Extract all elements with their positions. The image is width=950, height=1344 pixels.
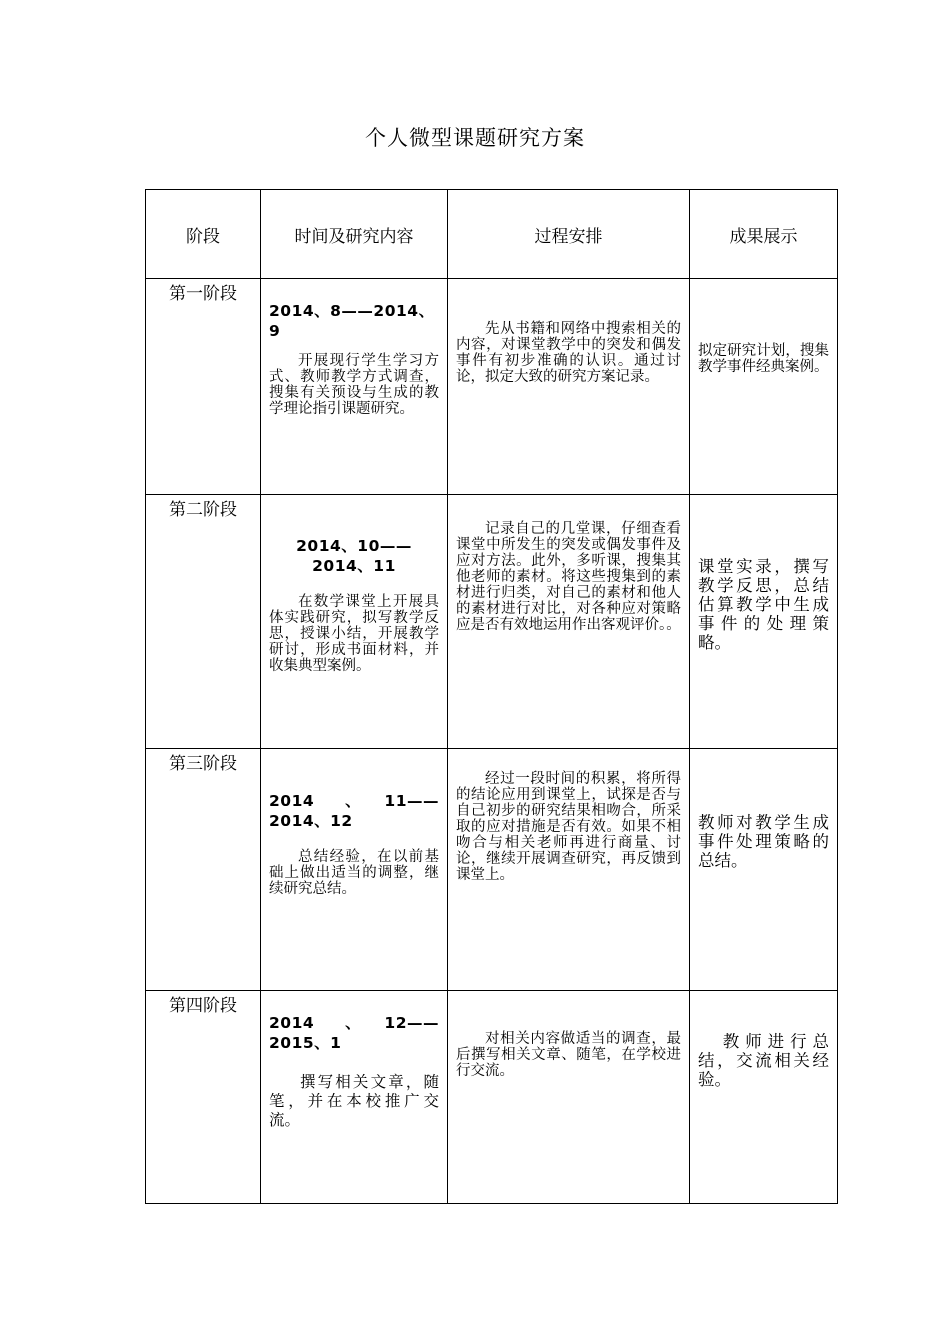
result-text: 教师对教学生成事件处理策略的总结。 [698, 813, 829, 870]
table-row [146, 749, 838, 991]
process-text: 经过一段时间的积累，将所得的结论应用到课堂上，试探是否与自己初步的研究结果相吻合，所采取的应对措施是否有效。如果不相吻合与相关老师再进行商量、讨论，继续开展调查研究，再反馈到课堂上。 [456, 771, 681, 883]
result-cell [690, 991, 838, 1204]
period-text-line2: 2014、12 [269, 812, 353, 830]
period-text-line1: 2014、10—— [296, 537, 412, 555]
process-text: 对相关内容做适当的调查，最后撰写相关文章、随笔，在学校进行交流。 [456, 1031, 681, 1079]
result-cell [690, 495, 838, 749]
process-cell [448, 495, 690, 749]
time-content-cell [261, 279, 448, 495]
process-text: 记录自己的几堂课，仔细查看课堂中所发生的突发或偶发事件及应对方法。此外，多听课，搜集其他老师的素材。将这些搜集到的素材进行归类，对自己的素材和他人的素材进行对比，对各种应对策略应是否有效地运用作出客观评价。。 [456, 521, 681, 633]
result-text: 拟定研究计划，搜集教学事件经典案例。 [698, 343, 829, 375]
period-text-line2: 2015、1 [269, 1034, 342, 1052]
table-row [146, 495, 838, 749]
process-text: 先从书籍和网络中搜索相关的内容，对课堂教学中的突发和偶发事件有初步准确的认识。通过讨论，拟定大致的研究方案记录。 [456, 321, 681, 385]
content-text: 在数学课堂上开展具体实践研究，拟写教学反思，授课小结，开展教学研讨，形成书面材料，并收集典型案例。 [269, 594, 439, 674]
header-result: 成果展示 [690, 190, 838, 279]
header-time-content: 时间及研究内容 [261, 190, 448, 279]
table-row [146, 991, 838, 1204]
result-cell [690, 279, 838, 495]
header-stage: 阶段 [146, 190, 261, 279]
result-cell [690, 749, 838, 991]
content-text: 总结经验，在以前基础上做出适当的调整，继续研究总结。 [269, 849, 439, 897]
process-cell [448, 279, 690, 495]
time-content-cell [261, 991, 448, 1204]
stage-cell: 第三阶段 [146, 749, 261, 991]
table-row [146, 279, 838, 495]
result-text: 教师进行总结，交流相关经验。 [698, 1032, 829, 1089]
stage-cell: 第一阶段 [146, 279, 261, 495]
header-process: 过程安排 [448, 190, 690, 279]
time-content-cell [261, 749, 448, 991]
table-header-row [146, 190, 838, 279]
content-text: 撰写相关文章，随笔，并在本校推广交流。 [269, 1073, 439, 1129]
result-text: 课堂实录，撰写教学反思，总结估算教学中生成事件的处理策略。 [698, 557, 829, 652]
period-text-line1: 2014 、 11—— [269, 792, 439, 810]
time-content-cell [261, 495, 448, 749]
process-cell [448, 749, 690, 991]
process-cell [448, 991, 690, 1204]
page-title: 个人微型课题研究方案 [365, 126, 585, 150]
research-plan-table [145, 189, 838, 1204]
period-text: 2014、8——2014、9 [269, 302, 435, 340]
content-text: 开展现行学生学习方式、教师教学方式调查，搜集有关预设与生成的教学理论指引课题研究。 [269, 353, 439, 417]
stage-cell: 第二阶段 [146, 495, 261, 749]
period-text-line2: 2014、11 [312, 557, 396, 575]
stage-cell: 第四阶段 [146, 991, 261, 1204]
period-text-line1: 2014 、 12—— [269, 1014, 439, 1032]
